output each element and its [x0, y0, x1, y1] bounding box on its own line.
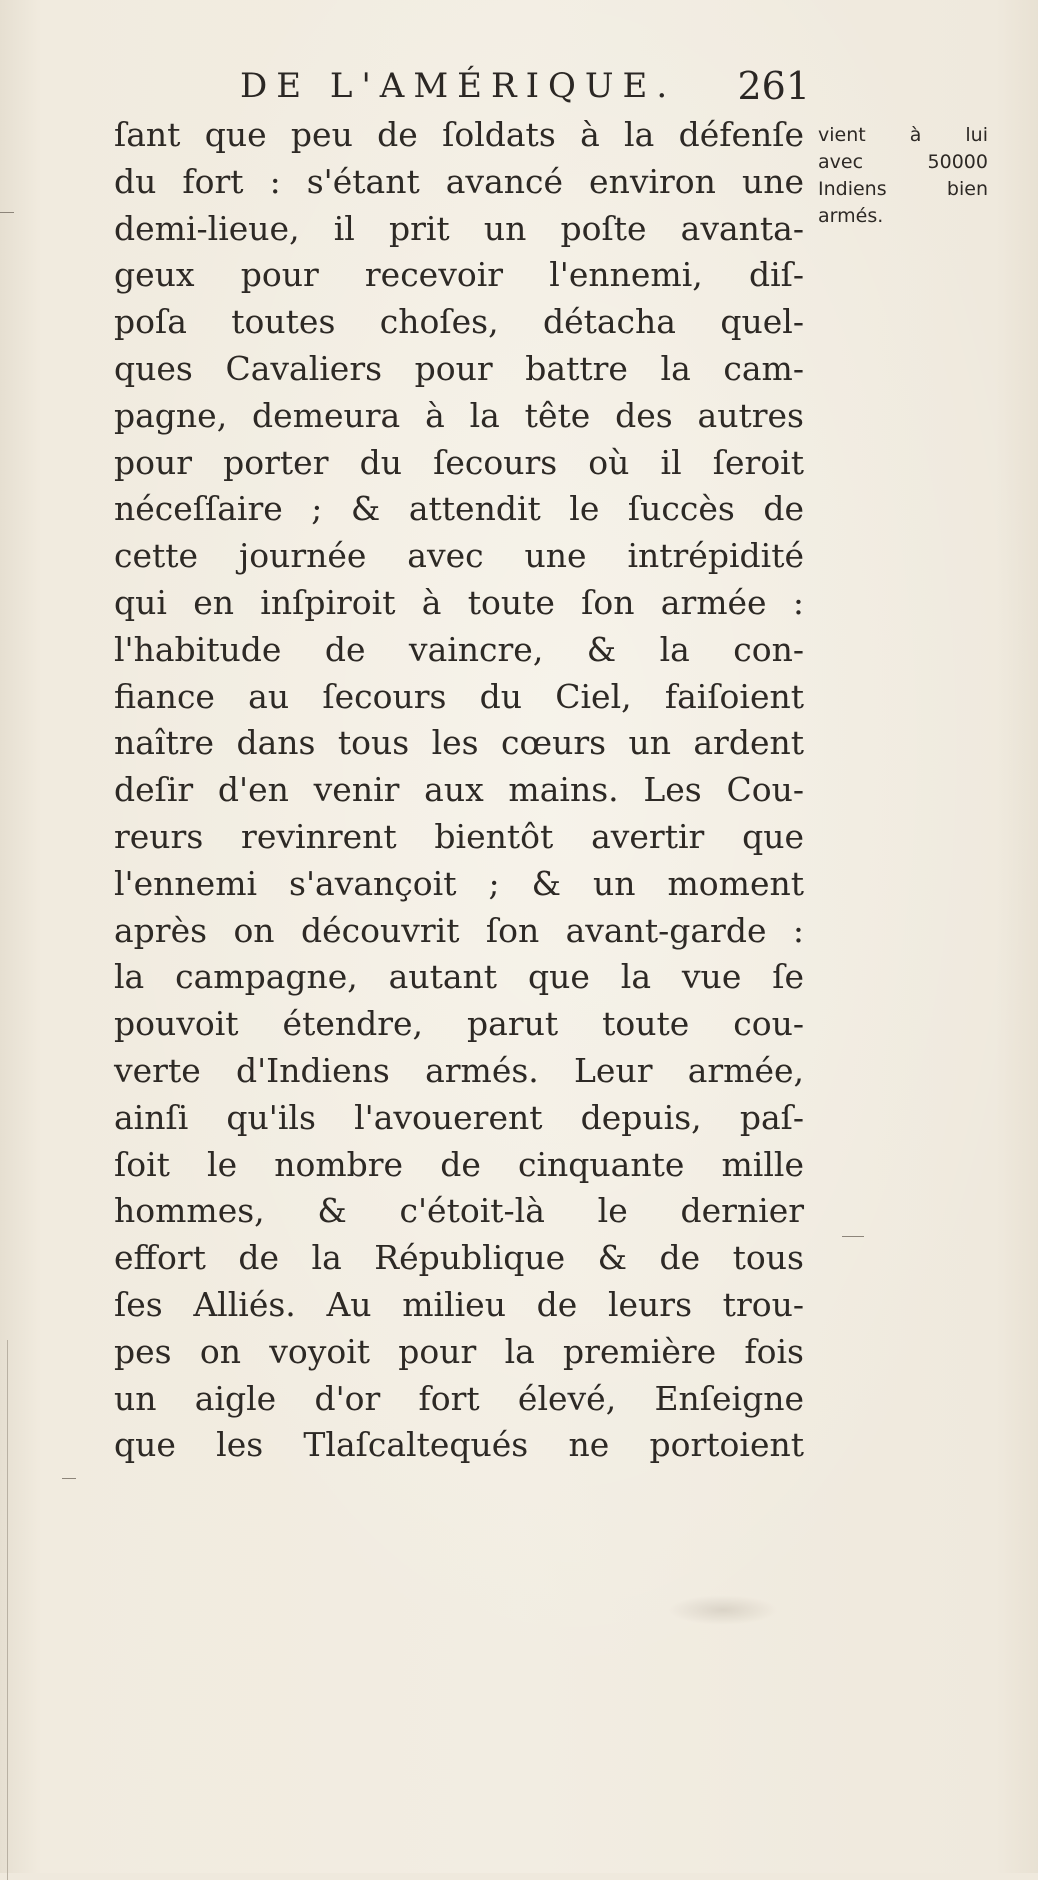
- text-line: ques Cavaliers pour battre la cam-: [114, 348, 804, 388]
- text-line: poſa toutes choſes, détacha quel-: [114, 302, 804, 342]
- margin-tick-mark: [0, 212, 14, 213]
- ink-smudge: [668, 1595, 778, 1625]
- text-line: ainſi qu'ils l'avouerent depuis, paſ-: [114, 1097, 804, 1137]
- running-title: DE L'AMÉRIQUE.: [240, 66, 677, 106]
- margin-note-line: armés.: [818, 205, 884, 227]
- text-line: effort de la République & de tous: [114, 1238, 804, 1278]
- text-line: la campagne, autant que la vue ſe: [114, 957, 804, 997]
- margin-note-line: avec 50000: [818, 151, 988, 173]
- margin-note-line: Indiens bien: [818, 178, 988, 200]
- text-line: l'ennemi s'avançoit ; & un moment: [114, 863, 804, 903]
- text-line: geux pour recevoir l'ennemi, diſ-: [114, 255, 804, 295]
- margin-tick-mark: [842, 1236, 864, 1237]
- page-number: 261: [737, 64, 810, 108]
- text-line: après on découvrit ſon avant-garde :: [114, 910, 804, 950]
- text-line: reurs revinrent bientôt avertir que: [114, 816, 804, 856]
- text-line: fiance au ſecours du Ciel, faiſoient: [114, 676, 804, 716]
- gutter-line: [7, 1340, 8, 1880]
- text-line: un aigle d'or fort élevé, Enſeigne: [114, 1378, 804, 1418]
- body-text: [114, 112, 804, 1469]
- text-line: néceſſaire ; & attendit le ſuccès de: [114, 489, 804, 529]
- text-line: du fort : s'étant avancé environ une: [114, 161, 804, 201]
- text-line: ſes Alliés. Au milieu de leurs trou-: [114, 1284, 804, 1324]
- text-line: pour porter du ſecours où il ſeroit: [114, 442, 804, 482]
- margin-note-line: vient à lui: [818, 124, 988, 146]
- text-line: pes on voyoit pour la première fois: [114, 1331, 804, 1371]
- margin-tick-mark: [62, 1478, 76, 1479]
- text-line: verte d'Indiens armés. Leur armée,: [114, 1050, 804, 1090]
- text-line: deſir d'en venir aux mains. Les Cou-: [114, 770, 804, 810]
- text-line: demi-lieue, il prit un poſte avanta-: [114, 208, 804, 248]
- margin-note: [818, 122, 988, 230]
- text-line: ſant que peu de ſoldats à la défenſe: [114, 115, 804, 154]
- text-line: naître dans tous les cœurs un ardent: [114, 723, 804, 763]
- text-line: hommes, & c'étoit-là le dernier: [114, 1191, 804, 1231]
- text-line: qui en inſpiroit à toute ſon armée :: [114, 582, 804, 622]
- text-line: ſoit le nombre de cinquante mille: [114, 1144, 804, 1184]
- text-line: pouvoit étendre, parut toute cou-: [114, 1004, 804, 1044]
- text-line: cette journée avec une intrépidité: [114, 536, 804, 576]
- text-line: l'habitude de vaincre, & la con-: [114, 629, 804, 669]
- text-line: que les Tlaſcaltequés ne portoient: [114, 1425, 804, 1465]
- text-line: pagne, demeura à la tête des autres: [114, 395, 804, 435]
